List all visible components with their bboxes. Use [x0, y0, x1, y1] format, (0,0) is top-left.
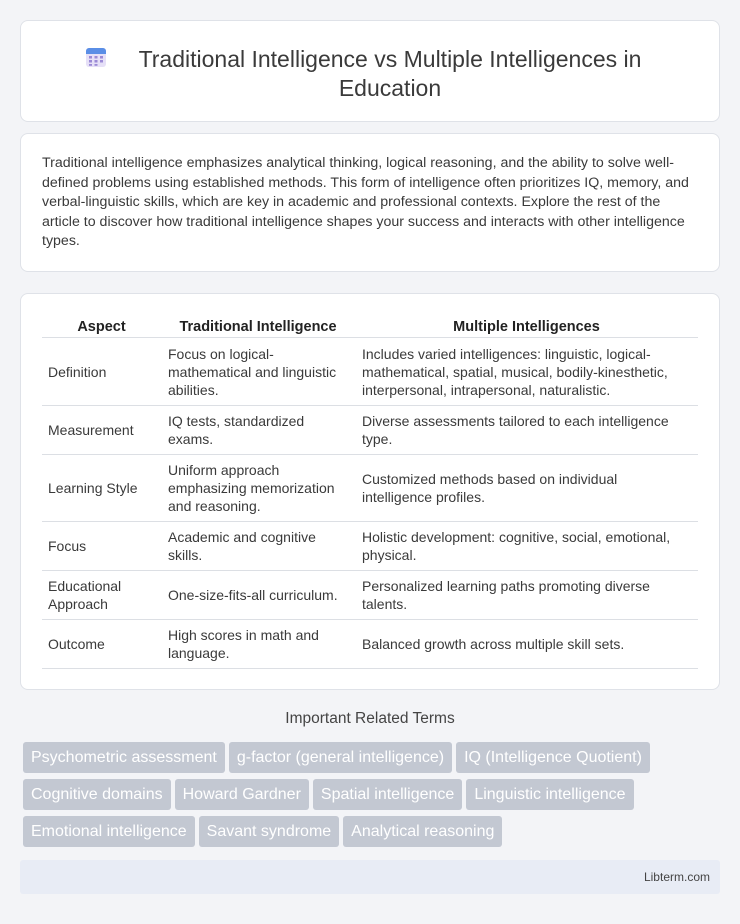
term-tag[interactable]: Cognitive domains	[23, 779, 171, 810]
table-row	[42, 620, 698, 669]
term-tag[interactable]: IQ (Intelligence Quotient)	[456, 742, 650, 773]
table-cell: Academic and cognitive skills.	[161, 522, 355, 571]
table-row	[42, 522, 698, 571]
footer	[20, 860, 720, 894]
term-tag[interactable]: Spatial intelligence	[313, 779, 462, 810]
related-terms-heading: Important Related Terms	[285, 710, 455, 727]
table-cell: Uniform approach emphasizing memorization and reasoning.	[161, 455, 355, 522]
table-cell: IQ tests, standardized exams.	[161, 406, 355, 455]
column-header-aspect: Aspect	[42, 316, 161, 338]
comparison-table	[42, 316, 698, 669]
table-row	[42, 338, 698, 406]
footer-site-link[interactable]: Libterm.com	[643, 870, 710, 884]
term-tag[interactable]: Linguistic intelligence	[466, 779, 633, 810]
term-tag[interactable]: Psychometric assessment	[23, 742, 225, 773]
page-title: Traditional Intelligence vs Multiple Intelligences in Education	[138, 46, 642, 101]
column-header-multiple: Multiple Intelligences	[355, 316, 698, 338]
table-cell: Measurement	[42, 406, 161, 455]
table-cell: One-size-fits-all curriculum.	[161, 571, 355, 620]
comparison-card	[20, 293, 720, 690]
table-cell: Customized methods based on individual intelligence profiles.	[355, 455, 698, 522]
intro-card	[20, 133, 720, 272]
table-row	[42, 455, 698, 522]
table-row	[42, 406, 698, 455]
term-tag[interactable]: Analytical reasoning	[343, 816, 502, 847]
table-header-row	[42, 316, 698, 338]
table-cell: Focus	[42, 522, 161, 571]
column-header-traditional: Traditional Intelligence	[161, 316, 355, 338]
table-cell: Educational Approach	[42, 571, 161, 620]
table-cell: Personalized learning paths promoting diverse talents.	[355, 571, 698, 620]
term-tag[interactable]: Howard Gardner	[175, 779, 309, 810]
table-cell: Learning Style	[42, 455, 161, 522]
intro-paragraph: Traditional intelligence emphasizes analytical thinking, logical reasoning, and the ability to solve well-defined problems using established methods. This form of intelligence often prioritizes IQ, memory, and verbal-linguistic skills, which are key in academic and professional contexts. Explore the rest of the article to discover how traditional intelligence shapes your success and interacts with other intelligence types.	[42, 155, 689, 250]
title-card	[20, 20, 720, 122]
table-cell: Includes varied intelligences: linguistic, logical-mathematical, spatial, musical, bodily-kinesthetic, interpersonal, intrapersonal, naturalistic.	[355, 338, 698, 406]
table-row	[42, 571, 698, 620]
table-cell: Balanced growth across multiple skill sets.	[355, 620, 698, 669]
term-tag[interactable]: g-factor (general intelligence)	[229, 742, 452, 773]
term-tag[interactable]: Emotional intelligence	[23, 816, 195, 847]
table-cell: Definition	[42, 338, 161, 406]
table-cell: Outcome	[42, 620, 161, 669]
table-cell: High scores in math and language.	[161, 620, 355, 669]
related-terms-list	[23, 742, 703, 853]
table-cell: Diverse assessments tailored to each intelligence type.	[355, 406, 698, 455]
table-cell: Holistic development: cognitive, social, emotional, physical.	[355, 522, 698, 571]
table-cell: Focus on logical-mathematical and linguistic abilities.	[161, 338, 355, 406]
term-tag[interactable]: Savant syndrome	[199, 816, 340, 847]
